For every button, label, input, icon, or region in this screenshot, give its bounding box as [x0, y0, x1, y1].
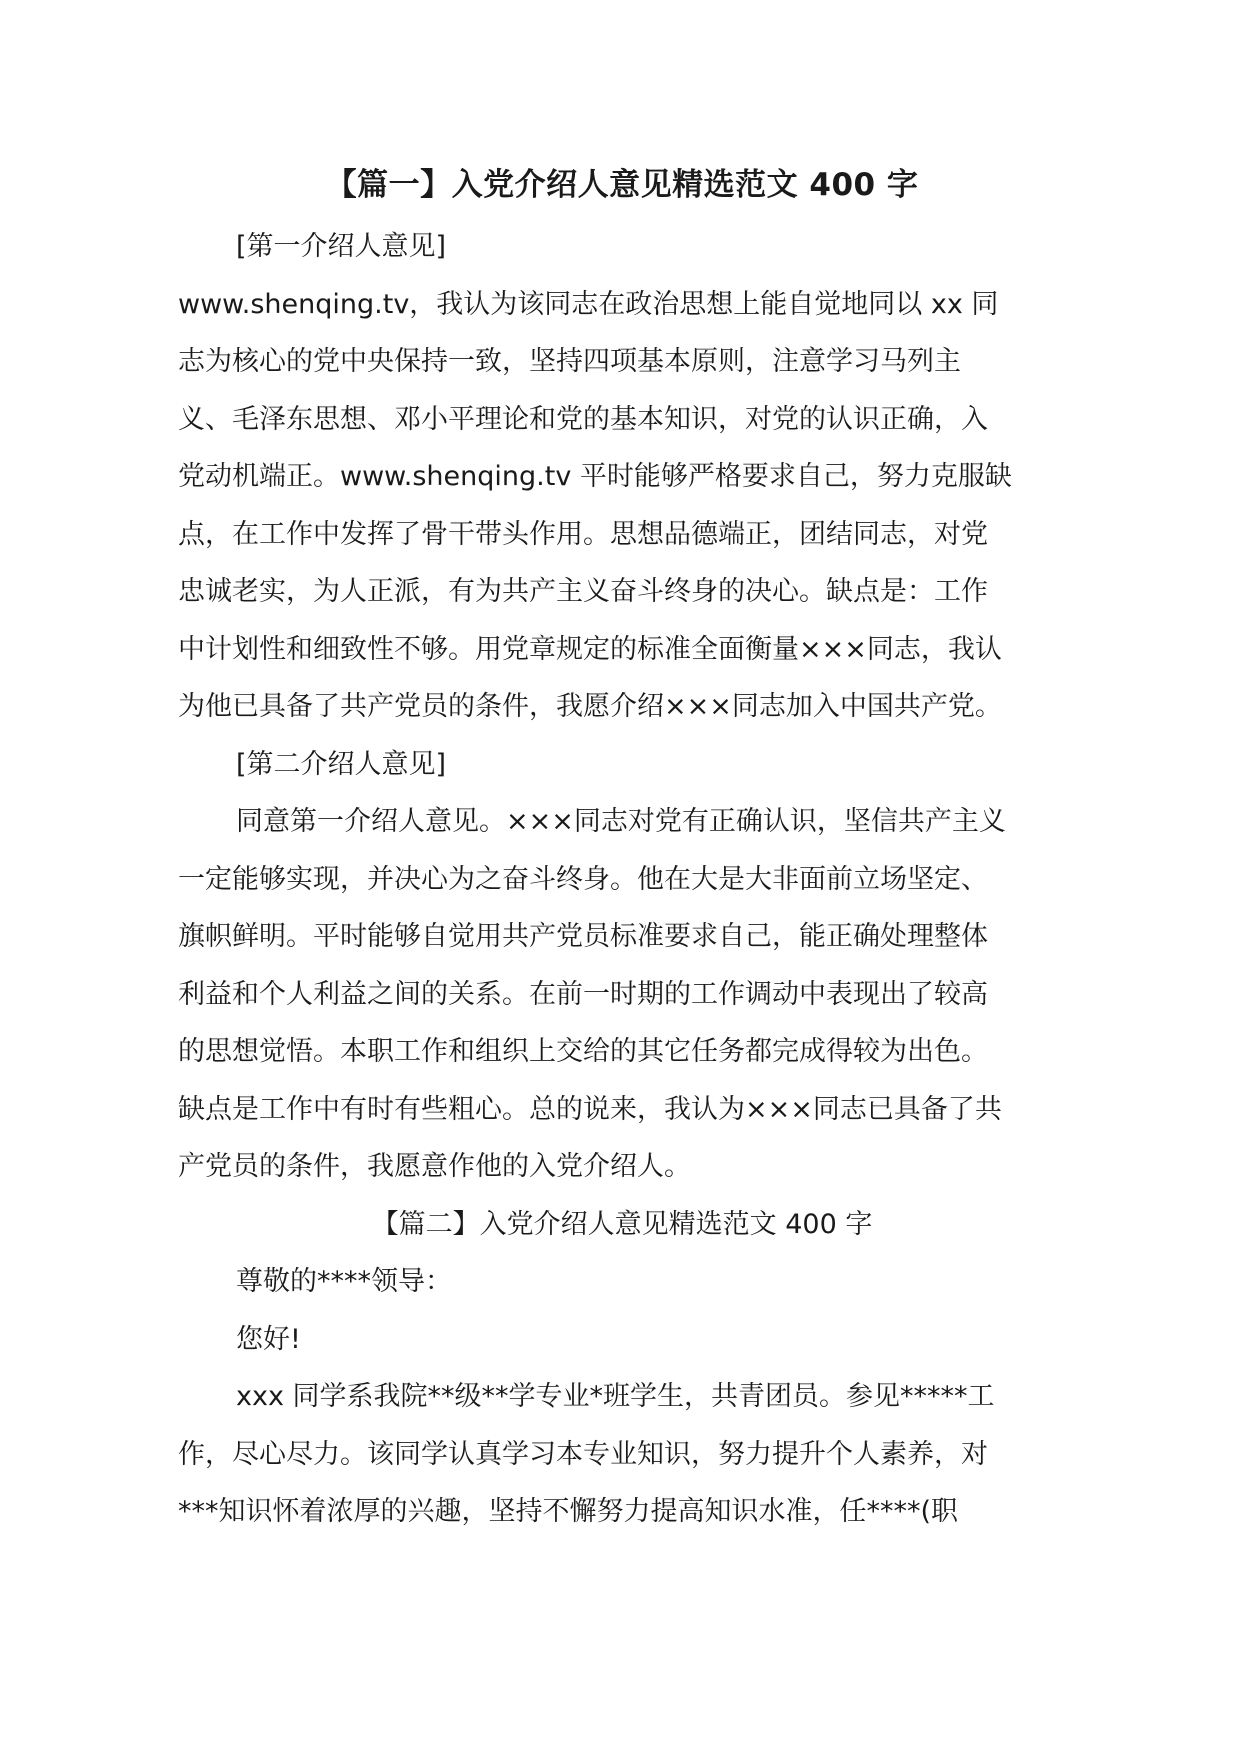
paragraph-line: 同意第一介绍人意见。×××同志对党有正确认识，坚信共产主义	[236, 806, 1006, 837]
paragraph-line: 利益和个人利益之间的关系。在前一时期的工作调动中表现出了较高	[178, 978, 988, 1010]
paragraph-line: xxx 同学系我院**级**学专业*班学生，共青团员。参见*****工	[236, 1381, 995, 1412]
paragraph-line: 志为核心的党中央保持一致，坚持四项基本原则，注意学习马列主	[178, 346, 961, 377]
document-body	[178, 160, 1066, 1541]
document-title: 【篇一】入党介绍人意见精选范文 400 字	[325, 167, 919, 203]
greeting: 您好!	[236, 1323, 301, 1355]
paragraph-line: 作，尽心尽力。该同学认真学习本专业知识，努力提升个人素养，对	[178, 1438, 988, 1470]
section-heading-first-introducer: [第一介绍人意见]	[236, 231, 447, 262]
paragraph-line: 缺点是工作中有时有些粗心。总的说来，我认为×××同志已具备了共	[178, 1093, 1002, 1125]
paragraph-line: 点，在工作中发挥了骨干带头作用。思想品德端正，团结同志，对党	[178, 518, 988, 550]
section-heading-second-introducer: [第二介绍人意见]	[236, 748, 447, 780]
salutation: 尊敬的****领导：	[236, 1266, 452, 1297]
paragraph-line: 一定能够实现，并决心为之奋斗终身。他在大是大非面前立场坚定、	[178, 863, 988, 895]
paragraph-line: 为他已具备了共产党员的条件，我愿介绍×××同志加入中国共产党。	[178, 691, 1002, 722]
paragraph-line: 旗帜鲜明。平时能够自觉用共产党员标准要求自己，能正确处理整体	[178, 921, 988, 952]
paragraph-line: 党动机端正。www.shenqing.tv 平时能够严格要求自己，努力克服缺	[178, 461, 1012, 492]
paragraph-line: ***知识怀着浓厚的兴趣，坚持不懈努力提高知识水准，任****(职	[178, 1496, 959, 1527]
paragraph-line: 产党员的条件，我愿意作他的入党介绍人。	[178, 1151, 691, 1182]
paragraph-line: 的思想觉悟。本职工作和组织上交给的其它任务都完成得较为出色。	[178, 1036, 988, 1067]
paragraph-line: 中计划性和细致性不够。用党章规定的标准全面衡量×××同志，我认	[178, 633, 1002, 665]
paragraph-line: 义、毛泽东思想、邓小平理论和党的基本知识，对党的认识正确，入	[178, 403, 988, 435]
paragraph-line: 忠诚老实，为人正派，有为共产主义奋斗终身的决心。缺点是：工作	[178, 576, 988, 607]
section-heading-part-two: 【篇二】入党介绍人意见精选范文 400 字	[371, 1208, 873, 1240]
paragraph-line: www.shenqing.tv，我认为该同志在政治思想上能自觉地同以 xx 同	[178, 288, 999, 320]
